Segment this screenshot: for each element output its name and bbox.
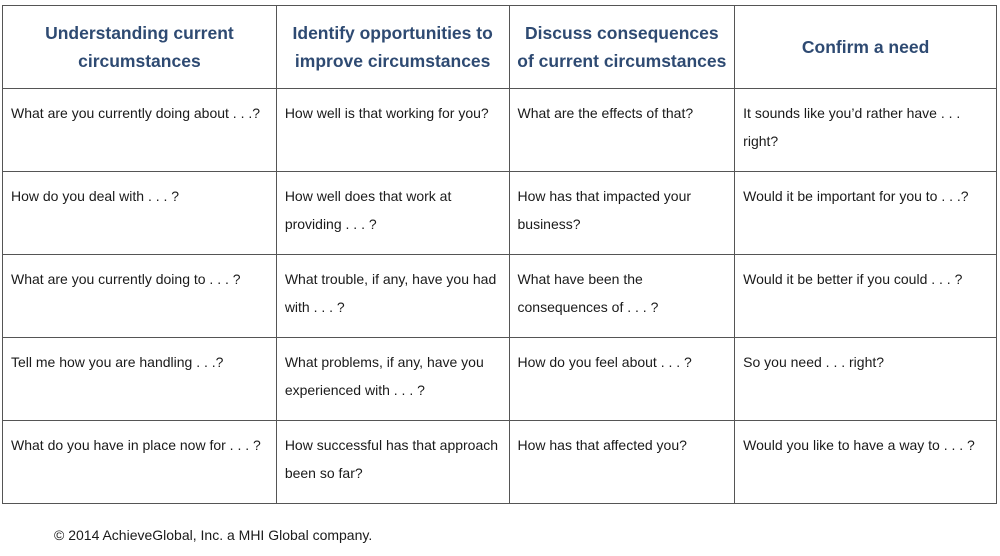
question-table	[2, 5, 997, 504]
table-cell: How well does that work at providing . . . ?	[276, 172, 509, 255]
table-row	[3, 421, 997, 504]
table-cell: Would it be better if you could . . . ?	[735, 255, 997, 338]
header-row	[3, 6, 997, 89]
table-cell: What trouble, if any, have you had with . . . ?	[276, 255, 509, 338]
header-confirm-a-need: Confirm a need	[735, 6, 997, 89]
table-cell: What have been the consequences of . . . ?	[509, 255, 735, 338]
table-cell: So you need . . . right?	[735, 338, 997, 421]
table-cell: Would it be important for you to . . .?	[735, 172, 997, 255]
header-understanding-current-circumstances: Understanding current circumstances	[3, 6, 277, 89]
table-cell: How has that impacted your business?	[509, 172, 735, 255]
table-cell: How do you feel about . . . ?	[509, 338, 735, 421]
table-row	[3, 89, 997, 172]
table-cell: How has that affected you?	[509, 421, 735, 504]
table-cell: It sounds like you’d rather have . . . right?	[735, 89, 997, 172]
header-discuss-consequences: Discuss consequences of current circumstances	[509, 6, 735, 89]
table-row	[3, 172, 997, 255]
table-cell: What do you have in place now for . . . ?	[3, 421, 277, 504]
table-row	[3, 255, 997, 338]
table-cell: How successful has that approach been so far?	[276, 421, 509, 504]
table-cell: What are the effects of that?	[509, 89, 735, 172]
table-cell: How do you deal with . . . ?	[3, 172, 277, 255]
table-cell: What are you currently doing about . . .?	[3, 89, 277, 172]
table-cell: Would you like to have a way to . . . ?	[735, 421, 997, 504]
table-row	[3, 338, 997, 421]
table-cell: Tell me how you are handling . . .?	[3, 338, 277, 421]
header-identify-opportunities: Identify opportunities to improve circumstances	[276, 6, 509, 89]
table-cell: What are you currently doing to . . . ?	[3, 255, 277, 338]
table-cell: What problems, if any, have you experienced with . . . ?	[276, 338, 509, 421]
copyright-notice: © 2014 AchieveGlobal, Inc. a MHI Global company.	[54, 527, 373, 543]
table-cell: How well is that working for you?	[276, 89, 509, 172]
